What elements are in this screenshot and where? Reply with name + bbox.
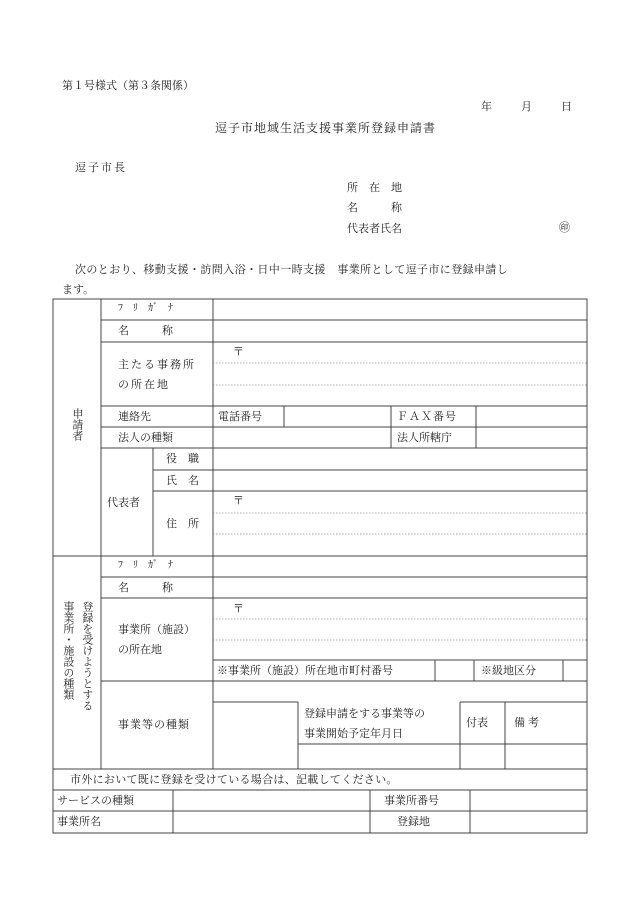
external-note: 市外において既に登録を受けている場合は、記載してください。 — [70, 773, 398, 786]
fax-label: ＦＡＸ番号 — [397, 410, 457, 423]
facility-name-label: 名 称 — [118, 581, 173, 594]
main-office-postal-mark: 〒 — [233, 345, 244, 358]
applicant-section-header: 申請者 — [70, 408, 84, 441]
representative-label: 代表者 — [107, 496, 140, 509]
applicant-name-label: 名 称 — [347, 201, 402, 214]
business-type-label: 事業等の種類 — [118, 718, 190, 731]
rep-address-label: 住 所 — [166, 517, 199, 530]
applicant-furigana-label: ﾌ ﾘ ｶﾞ ﾅ — [118, 303, 173, 314]
corp-office-label: 法人所轄庁 — [397, 431, 452, 444]
facility-register-header: 登録を受けようとする — [80, 601, 94, 711]
service-type-label: サービスの種類 — [57, 794, 134, 807]
applicant-name-row-label: 名 称 — [118, 324, 173, 337]
addressee: 逗子市長 — [75, 161, 127, 174]
date-day: 日 — [561, 100, 572, 113]
city-code-label: ※事業所（施設）所在地市町村番号 — [217, 664, 393, 677]
facility-postal-mark: 〒 — [233, 602, 244, 615]
office-number-label: 事業所番号 — [384, 794, 439, 807]
main-office-label-1: 主たる事務所 — [118, 358, 196, 371]
facility-location-label-2: の所在地 — [118, 643, 162, 656]
intro-line-1: 次のとおり、移動支援・訪問入浴・日中一時支援 事業所として逗子市に登録申請し — [75, 263, 509, 276]
rep-name-label: 氏 名 — [166, 474, 199, 487]
intro-line-2: ます。 — [62, 283, 95, 296]
phone-label: 電話番号 — [218, 410, 262, 423]
form-number: 第１号様式（第３条関係） — [62, 79, 194, 92]
grade-zone-label: ※級地区分 — [481, 664, 536, 677]
attach-label: 付表 — [466, 716, 488, 729]
position-label: 役 職 — [166, 452, 199, 465]
rep-postal-mark: 〒 — [233, 494, 244, 507]
applicant-location-label: 所 在 地 — [347, 181, 402, 194]
facility-location-label-1: 事業所（施設） — [118, 623, 195, 636]
start-date-label-2: 事業開始予定年月日 — [304, 727, 403, 740]
remarks-label: 備考 — [514, 716, 542, 729]
office-name-label: 事業所名 — [57, 815, 101, 828]
document-title: 逗子市地域生活支援事業所登録申請書 — [215, 121, 437, 135]
facility-type-header: 事業所・施設の種類 — [61, 601, 75, 700]
date-year: 年 — [481, 100, 492, 113]
corp-type-label: 法人の種類 — [118, 431, 173, 444]
applicant-rep-label: 代表者氏名 — [347, 222, 402, 235]
registration-place-label: 登録地 — [397, 815, 430, 828]
date-month: 月 — [521, 100, 532, 113]
seal-mark: ㊞ — [559, 221, 570, 234]
start-date-label-1: 登録申請をする事業等の — [304, 707, 425, 720]
contact-label: 連絡先 — [118, 410, 151, 423]
main-office-label-2: の所在地 — [118, 378, 170, 391]
facility-furigana-label: ﾌ ﾘ ｶﾞ ﾅ — [118, 560, 173, 571]
